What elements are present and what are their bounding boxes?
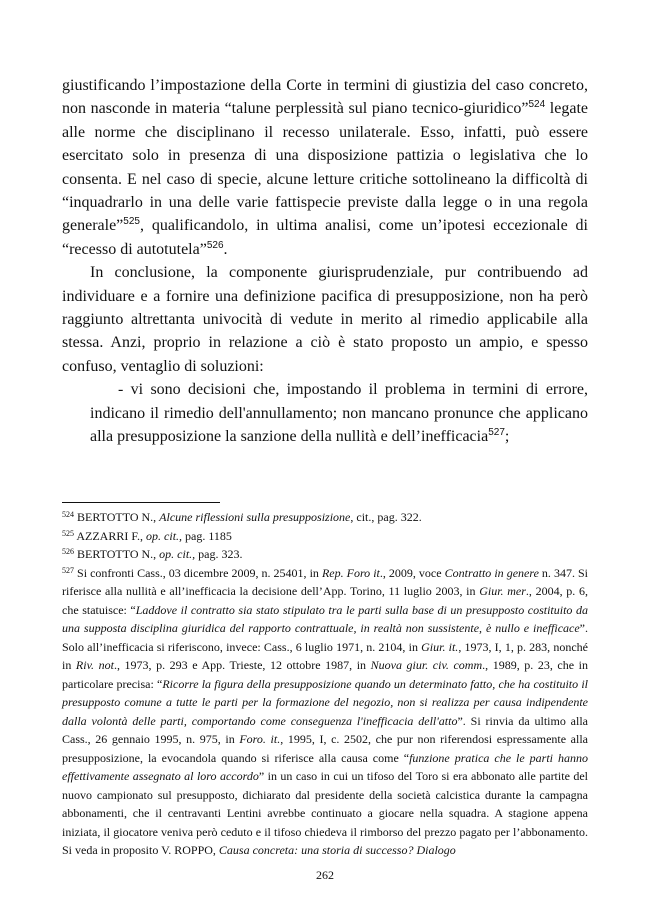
fn-text: ., 1973, p. 293 e App. Trieste, 12 ottobre 1987, in [113, 658, 371, 672]
footnote-524 [62, 508, 588, 527]
footnote-title: op. cit., [159, 547, 196, 561]
footnote-number: 524 [62, 510, 74, 519]
fn-italic: Laddove il contratto sia stato stipulato tra le parti sulla base di un presupposto costituito da una supposta disciplina giuridica del rapporto contrattuale, in realtà non sussistente, è nullo e inefficace [62, 602, 588, 635]
paragraph-1-text-b: legate alle norme che disciplinano il recesso unilaterale. Esso, infatti, può essere esercitato solo in presenza di una disposizione pattizia o legislativa che lo consenta. E nel caso di specie, alcune letture critiche sottolineano la difficoltà di “inquadrarlo in una delle varie fattispecie previste dalla legge o in una regola generale” [62, 100, 588, 235]
footnote-title: Alcune riflessioni sulla presupposizione [159, 510, 351, 524]
footnotes [62, 508, 588, 860]
footnote-page: pag. 323. [195, 547, 243, 561]
fn-text: ., 2009, voce [379, 565, 445, 580]
footnote-ref-524[interactable]: 524 [528, 99, 546, 111]
fn-italic: Foro. it. [239, 732, 281, 746]
fn-italic: Riv. not [75, 658, 114, 672]
fn-text: ., 2004, p. 6, che statuisce: “ [62, 584, 588, 617]
fn-italic: Contratto in genere [444, 565, 539, 580]
paragraph-1-text-c: , qualificandolo, in ultima analisi, come un’ipotesi eccezionale di “recesso di autotutela” [62, 217, 588, 258]
footnote-author: AZZARRI F., [74, 528, 147, 543]
fn-italic: Ricorre la figura della presupposizione quando un determinato fatto, che ha costituito il presupposto comune a tutte le parti per la formazione del negozio, non si realizza per causa indipendente dalla volontà delle parti, comportando come conseguenza l'inefficacia dell'atto [62, 676, 589, 728]
fn-italic: Rep. Foro it [321, 565, 380, 580]
fn-italic: funzione pratica che le parti hanno effettivamente assegnato al loro accordo [62, 750, 588, 783]
footnote-ref-526[interactable]: 526 [206, 239, 224, 251]
fn-text: ., 1989, p. 23, che in particolare precisa: “ [62, 658, 588, 691]
footnote-526 [62, 545, 588, 564]
fn-text: ”. Solo all’inefficacia si riferiscono, invece: Cass., 6 luglio 1971, n. 2104, in [62, 621, 588, 654]
bullet-item [90, 378, 588, 448]
footnote-525 [62, 527, 588, 546]
paragraph-2: In conclusione, la componente giurisprudenziale, pur contribuendo ad individuare e a fornire una definizione pacifica di presupposizione, non ha però raggiunto altrettanta univocità di vedute in merito al rimedio applicabile alla stessa. Anzi, proprio in relazione a ciò è stato proposto un ampio, e spesso confuso, ventaglio di soluzioni: [62, 264, 588, 375]
fn-italic: Causa concreta: una storia di successo? Dialogo [218, 843, 456, 857]
footnote-ref-527[interactable]: 527 [488, 427, 505, 439]
page-number: 262 [316, 868, 334, 882]
footnote-number: 527 [62, 565, 74, 575]
fn-text: , 1995, I, c. 2502, che pur non riferendosi espressamente alla presupposizione, la evocandola quando si riferisce alla causa come “ [62, 732, 588, 765]
fn-text: ” in un caso in cui un tifoso del Toro si era abbonato alle partite del nuovo campionato sul presupposto, dichiarato dal presidente della società calcistica durante la campagna abbonamenti, che il centravanti Lentini avrebbe continuato a giocare nella squadra. A stagione appena iniziata, il giocatore veniva però ceduto e il tifoso chiedeva il rimborso del prezzo pagato per l’abbonamento. Si veda in proposito V. ROPPO, [62, 769, 588, 857]
footnote-author: BERTOTTO N., [74, 547, 160, 561]
paragraph-1-text-a: giustificando l’impostazione della Corte in termini di giustizia del caso concreto, non nasconde in materia “talune perplessità sul piano tecnico-giuridico” [62, 77, 588, 118]
footnote-page: , cit., pag. 322. [350, 510, 422, 524]
fn-text: , 1973, I, 1, p. 283, nonché in [62, 639, 588, 672]
fn-italic: Nuova giur. civ. comm [370, 658, 483, 672]
fn-italic: Giur. it. [421, 639, 459, 654]
bullet-end: ; [504, 428, 510, 446]
footnote-author: BERTOTTO N., [74, 510, 160, 524]
fn-italic: Giur. mer [479, 584, 526, 598]
footnote-ref-525[interactable]: 525 [123, 216, 140, 228]
footnote-527 [62, 564, 588, 860]
footnote-separator [62, 502, 220, 503]
main-text [62, 74, 588, 449]
bullet-text: - vi sono decisioni che, impostando il problema in termini di errore, indicano il rimedio dell'annullamento; non mancano pronunce che applicano alla presupposizione la sanzione della nullità e dell’inefficacia [90, 381, 588, 446]
fn-text: Si confronti Cass., 03 dicembre 2009, n. 25401, in [74, 565, 322, 580]
footnote-title: op. cit., [146, 528, 183, 543]
footnote-number: 526 [62, 547, 74, 556]
footnote-page: pag. 1185 [182, 528, 232, 543]
paragraph-1-text-d: . [223, 240, 228, 258]
fn-text: ”. Si rinvia da ultimo alla Cass., 26 gennaio 1995, n. 975, in [62, 713, 589, 746]
paragraph-1 [62, 74, 588, 261]
fn-text: n. 347. Si riferisce alla nullità e all’inefficacia la decisione dell’App. Torino, 11 luglio 2003, in [62, 565, 589, 598]
footnote-number: 525 [62, 528, 74, 538]
